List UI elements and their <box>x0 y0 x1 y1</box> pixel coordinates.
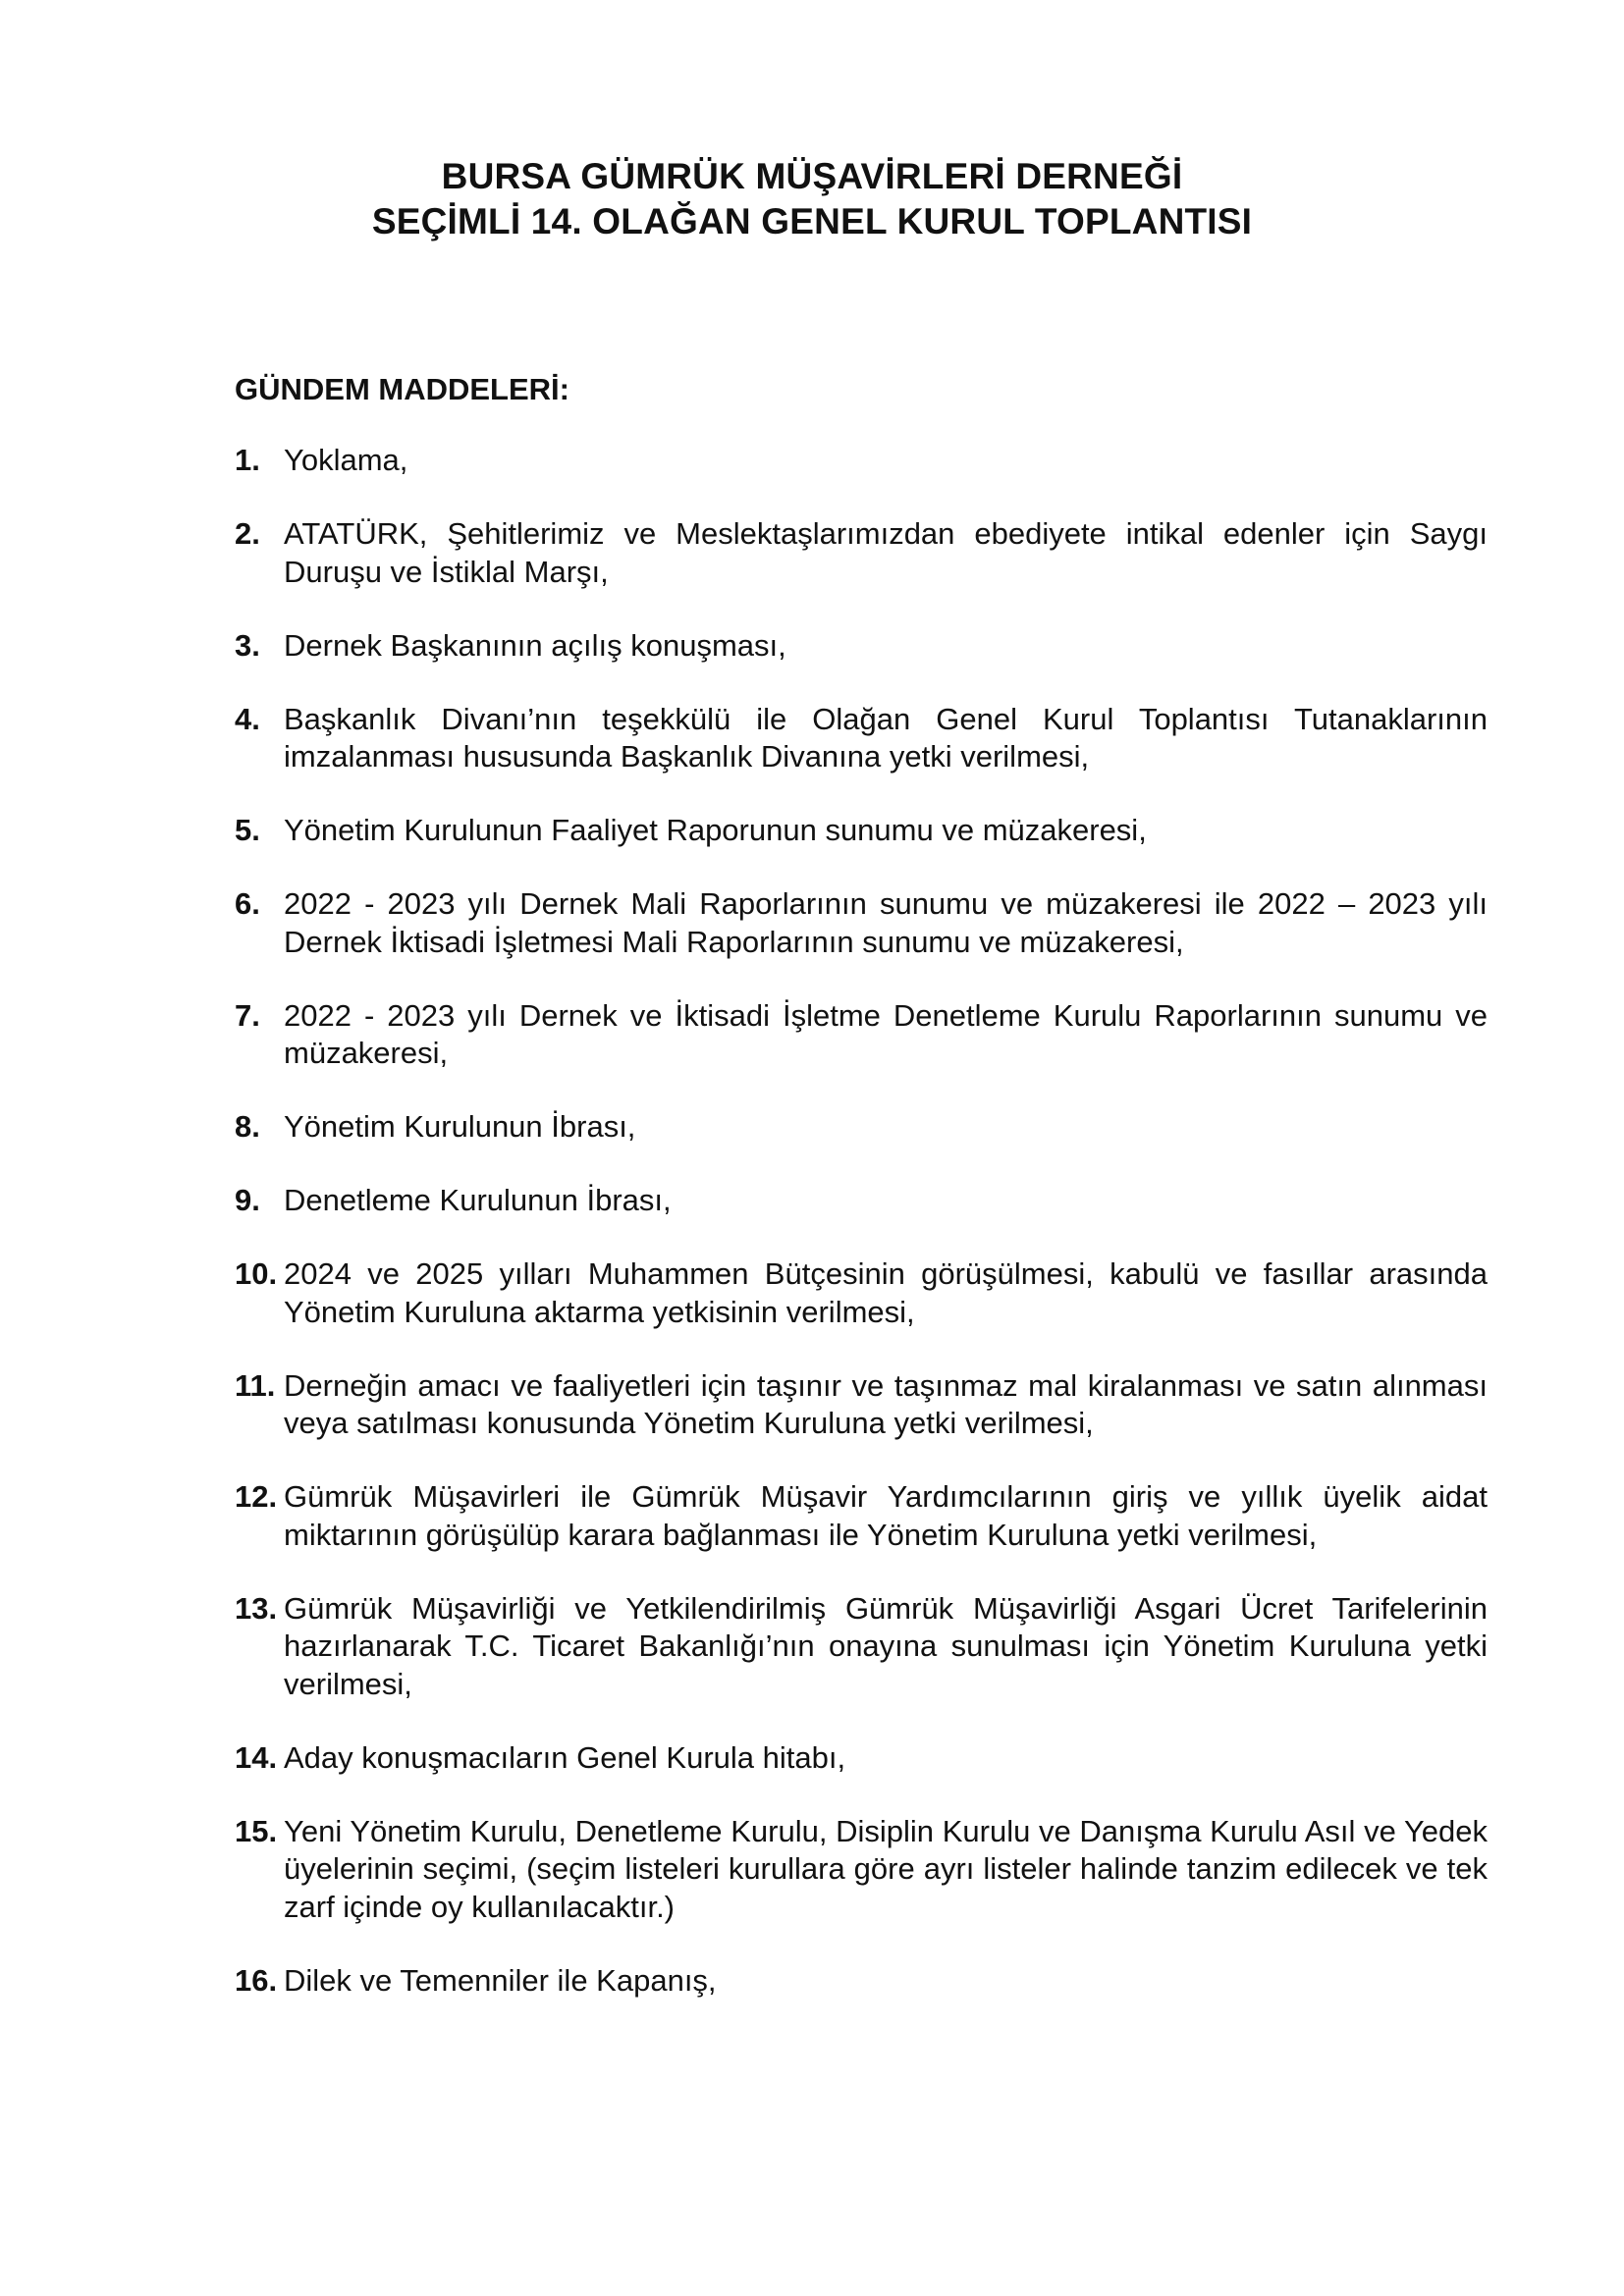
agenda-item-text: Gümrük Müşavirleri ile Gümrük Müşavir Yardımcılarının giriş ve yıllık üyelik aidat miktarının görüşülüp karara bağlanması ile Yönetim Kuruluna yetki verilmesi, <box>284 1479 1488 1552</box>
agenda-item-number: 4. <box>235 701 260 736</box>
agenda-item-16 <box>235 1962 1488 2001</box>
agenda-item-4 <box>235 701 1488 776</box>
agenda-item-text: Dilek ve Temenniler ile Kapanış, <box>284 1962 717 1998</box>
agenda-item-2 <box>235 515 1488 591</box>
agenda-item-number: 7. <box>235 997 260 1033</box>
agenda-heading: GÜNDEM MADDELERİ: <box>235 372 569 406</box>
agenda-item-13 <box>235 1590 1488 1704</box>
agenda-item-9 <box>235 1182 1488 1220</box>
agenda-item-number: 5. <box>235 813 260 847</box>
agenda-item-text: Aday konuşmacıların Genel Kurula hitabı, <box>284 1739 846 1775</box>
agenda-item-text: Yönetim Kurulunun Faaliyet Raporunun sunumu ve müzakeresi, <box>284 813 1147 847</box>
agenda-item-text: 2022 - 2023 yılı Dernek Mali Raporlarının sunumu ve müzakeresi ile 2022 – 2023 yılı Dernek İktisadi İşletmesi Mali Raporlarının sunumu ve müzakeresi, <box>284 886 1488 959</box>
agenda-item-1 <box>235 442 1488 480</box>
agenda-item-5 <box>235 812 1488 850</box>
agenda-item-14 <box>235 1739 1488 1778</box>
agenda-item-6 <box>235 885 1488 961</box>
agenda-item-number: 12. <box>235 1479 278 1514</box>
agenda-item-number: 16. <box>235 1962 278 1998</box>
agenda-item-number: 9. <box>235 1183 260 1217</box>
agenda-item-number: 15. <box>235 1813 278 1848</box>
agenda-item-text: ATATÜRK, Şehitlerimiz ve Meslektaşlarımızdan ebediyete intikal edenler için Saygı Duruşu ve İstiklal Marşı, <box>284 516 1488 589</box>
agenda-item-number: 6. <box>235 886 260 921</box>
agenda-item-number: 1. <box>235 443 260 477</box>
agenda-item-number: 13. <box>235 1590 278 1626</box>
agenda-item-number: 11. <box>235 1367 276 1403</box>
agenda-item-8 <box>235 1108 1488 1147</box>
agenda-item-text: Derneğin amacı ve faaliyetleri için taşınır ve taşınmaz mal kiralanması ve satın alınması veya satılması konusunda Yönetim Kuruluna yetki verilmesi, <box>284 1367 1488 1440</box>
agenda-item-number: 10. <box>235 1256 278 1291</box>
agenda-item-3 <box>235 627 1488 666</box>
agenda-item-text: 2024 ve 2025 yılları Muhammen Bütçesinin görüşülmesi, kabulü ve fasıllar arasında Yönetim Kuruluna aktarma yetkisinin verilmesi, <box>284 1256 1488 1329</box>
agenda-item-text: 2022 - 2023 yılı Dernek ve İktisadi İşletme Denetleme Kurulu Raporlarının sunumu ve müzakeresi, <box>284 997 1488 1070</box>
agenda-item-number: 14. <box>235 1739 278 1775</box>
title-line-meeting: SEÇİMLİ 14. OLAĞAN GENEL KURUL TOPLANTISI <box>371 201 1253 241</box>
agenda-item-10 <box>235 1255 1488 1331</box>
agenda-item-text: Yönetim Kurulunun İbrası, <box>284 1109 636 1144</box>
document-title <box>0 154 1624 244</box>
agenda-item-11 <box>235 1367 1488 1443</box>
agenda-item-text: Yeni Yönetim Kurulu, Denetleme Kurulu, Disiplin Kurulu ve Danışma Kurulu Asıl ve Yedek üyelerinin seçimi, (seçim listeleri kurullara göre ayrı listeler halinde tanzim edilecek ve tek zarf içinde oy kullanılacaktır.) <box>284 1813 1488 1924</box>
agenda-item-12 <box>235 1478 1488 1554</box>
agenda-item-number: 3. <box>235 627 260 663</box>
agenda-item-7 <box>235 997 1488 1073</box>
agenda-item-number: 2. <box>235 516 260 551</box>
agenda-item-text: Gümrük Müşavirliği ve Yetkilendirilmiş Gümrük Müşavirliği Asgari Ücret Tarifelerinin hazırlanarak T.C. Ticaret Bakanlığı’nın onayına sunulması için Yönetim Kuruluna yetki verilmesi, <box>284 1590 1488 1701</box>
agenda-item-text: Başkanlık Divanı’nın teşekkülü ile Olağan Genel Kurul Toplantısı Tutanaklarının imzalanması hususunda Başkanlık Divanına yetki verilmesi, <box>284 701 1488 774</box>
agenda-list <box>235 442 1488 2036</box>
agenda-item-number: 8. <box>235 1109 260 1144</box>
agenda-item-text: Denetleme Kurulunun İbrası, <box>284 1183 672 1217</box>
title-line-association: BURSA GÜMRÜK MÜŞAVİRLERİ DERNEĞİ <box>441 156 1183 196</box>
agenda-item-text: Dernek Başkanının açılış konuşması, <box>284 627 786 663</box>
agenda-item-15 <box>235 1813 1488 1927</box>
agenda-item-text: Yoklama, <box>284 443 408 477</box>
